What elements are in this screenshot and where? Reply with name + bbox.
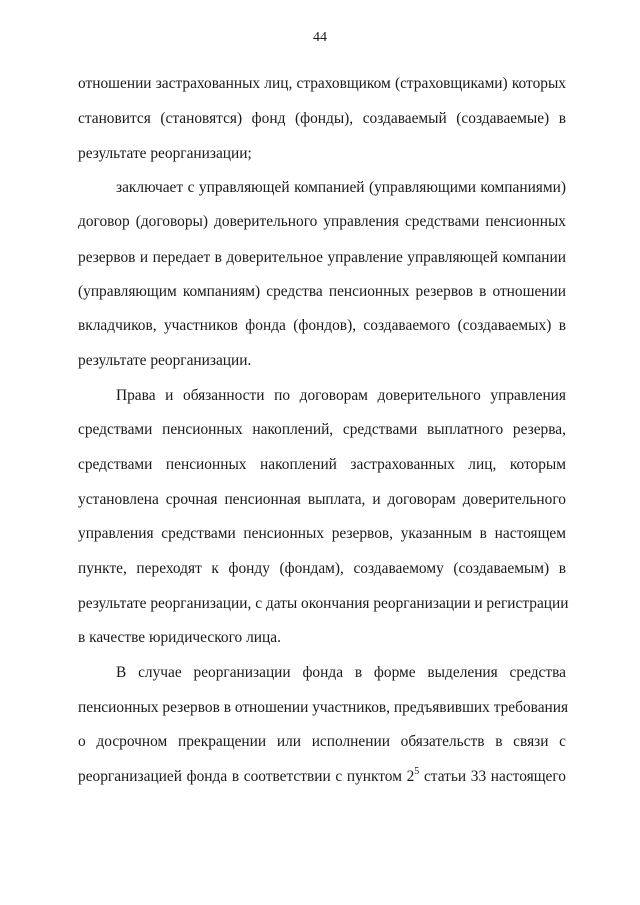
page-number: 44 (313, 30, 327, 45)
paragraph-2-line-1: заключает с управляющей компанией (управляющими компаниями) (116, 179, 566, 196)
paragraph-4-line-2: пенсионных резервов в отношении участников, предъявивших требования (78, 699, 569, 716)
paragraph-2-line-3: резервов и передает в доверительное управление управляющей компании (78, 249, 566, 266)
paragraph-3-line-2: средствами пенсионных накоплений, средствами выплатного резерва, (78, 421, 566, 438)
paragraph-3-line-3: средствами пенсионных накоплений застрахованных лиц, которым (78, 456, 566, 473)
paragraph-1-line-1: отношении застрахованных лиц, страховщиком (страховщиками) которых (78, 75, 566, 92)
paragraph-2-line-6: результате реорганизации. (78, 352, 252, 369)
paragraph-4-line-3: о досрочном прекращении или исполнении обязательств в связи с (78, 733, 566, 750)
paragraph-1-line-2: становится (становятся) фонд (фонды), создаваемый (создаваемые) в (78, 110, 566, 127)
paragraph-2-line-4: (управляющим компаниям) средства пенсионных резервов в отношении (78, 283, 566, 300)
footnote-superscript: 5 (414, 765, 420, 777)
paragraph-3-line-7: результате реорганизации, с даты окончания реорганизации и регистрации (78, 595, 569, 612)
paragraph-1-line-3: результате реорганизации; (78, 145, 252, 162)
paragraph-4-line-4 (78, 767, 566, 787)
paragraph-4-line-4-text-end: статьи 33 настоящего (419, 768, 566, 785)
paragraph-3-line-4: установлена срочная пенсионная выплата, и договорам доверительного (78, 491, 566, 508)
paragraph-3-line-8: в качестве юридического лица. (78, 629, 281, 646)
paragraph-2-line-5: вкладчиков, участников фонда (фондов), создаваемого (создаваемых) в (78, 317, 566, 334)
paragraph-2-line-2: договор (договоры) доверительного управления средствами пенсионных (78, 213, 566, 230)
paragraph-3-line-5: управления средствами пенсионных резервов, указанным в настоящем (78, 525, 566, 542)
paragraph-4-line-1: В случае реорганизации фонда в форме выделения средства (116, 664, 566, 681)
paragraph-4-line-4-text: реорганизацией фонда в соответствии с пунктом 2 (78, 768, 415, 785)
paragraph-3-line-1: Права и обязанности по договорам доверительного управления (116, 387, 566, 404)
paragraph-3-line-6: пункте, переходят к фонду (фондам), создаваемому (создаваемым) в (78, 560, 566, 577)
